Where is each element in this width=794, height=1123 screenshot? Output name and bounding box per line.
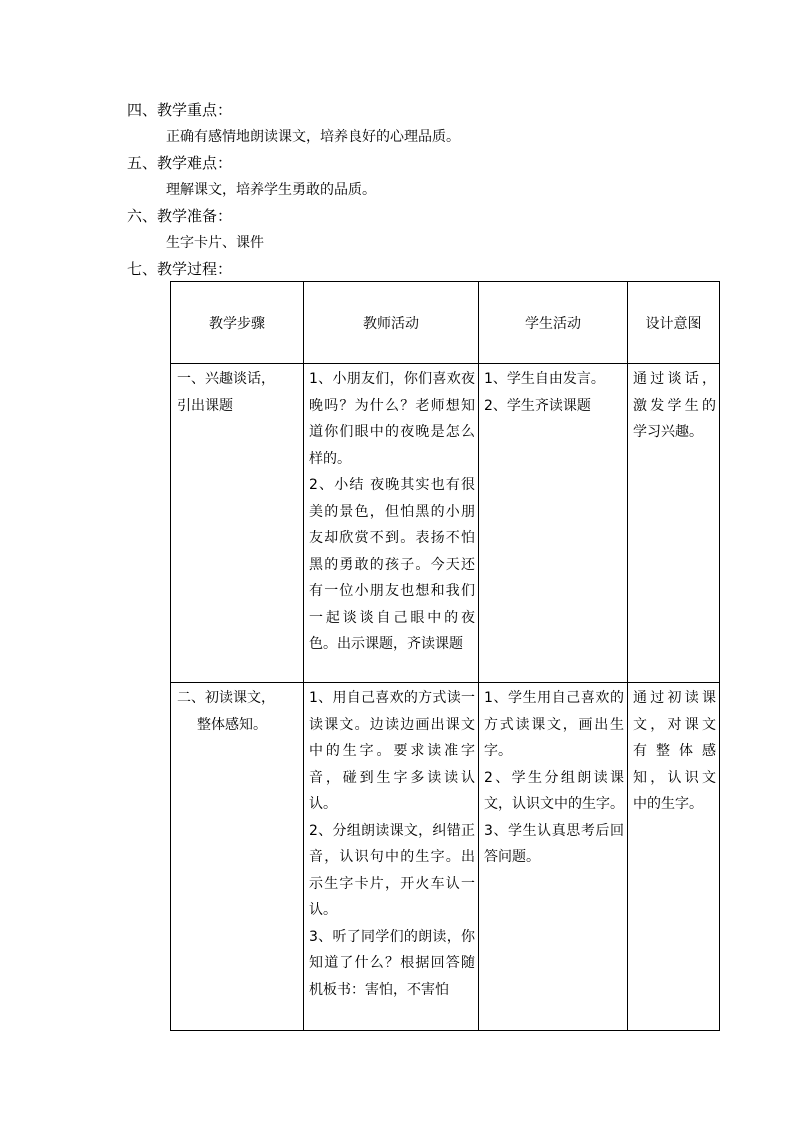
section-key-points-heading: 四、教学重点： xyxy=(127,101,233,119)
teacher-activity-item: 1、用自己喜欢的方式读一读课文。边读边画出课文中的生字。要求读准字音，碰到生字多读读认认。 xyxy=(309,690,475,812)
table-row xyxy=(171,364,720,683)
design-intent-cell xyxy=(628,683,720,1031)
header-student-activity: 学生活动 xyxy=(479,282,628,364)
header-teacher-activity: 教师活动 xyxy=(304,282,479,364)
table-header-row xyxy=(171,282,720,364)
step-line: 引出课题 xyxy=(177,397,233,414)
teacher-activity-item: 1、小朋友们，你们喜欢夜晚吗？为什么？老师想知道你们眼中的夜晚是怎么样的。 xyxy=(309,371,475,467)
step-line: 二、初读课文， xyxy=(177,690,275,706)
student-activity-item: 1、学生自由发言。 xyxy=(484,371,605,387)
step-cell xyxy=(171,683,304,1031)
header-step: 教学步骤 xyxy=(171,282,304,364)
header-design-intent: 设计意图 xyxy=(628,282,720,364)
section-preparation-body: 生字卡片、课件 xyxy=(166,235,264,251)
teacher-activity-cell xyxy=(304,364,479,683)
student-activity-item: 1、学生用自己喜欢的方式读课文，画出生字。 xyxy=(484,690,624,759)
section-key-points-body: 正确有感情地朗读课文，培养良好的心理品质。 xyxy=(166,129,460,145)
teacher-activity-item: 2、分组朗读课文，纠错正音，认识句中的生字。出示生字卡片，开火车认一认。 xyxy=(309,822,475,918)
section-process-heading: 七、教学过程： xyxy=(127,260,233,278)
design-intent-text: 通过初读课文，对课文有整体感知，认识文中的生字。 xyxy=(633,690,716,812)
lesson-process-table xyxy=(170,281,720,1031)
student-activity-cell xyxy=(479,683,628,1031)
section-preparation-heading: 六、教学准备： xyxy=(127,207,233,225)
design-intent-cell xyxy=(628,364,720,683)
design-intent-text: 通过谈话，激发学生的学习兴趣。 xyxy=(633,371,716,440)
teacher-activity-item: 2、小结 夜晚其实也有很美的景色，但怕黑的小朋友却欣赏不到。表扬不怕黑的勇敢的孩子。今天还有一位小朋友也想和我们一起谈谈自己眼中的夜色。出示课题，齐读课题 xyxy=(309,477,475,652)
student-activity-item: 3、学生认真思考后回答问题。 xyxy=(484,822,624,865)
student-activity-cell xyxy=(479,364,628,683)
step-cell xyxy=(171,364,304,683)
student-activity-item: 2、学生齐读课题 xyxy=(484,397,591,414)
student-activity-item: 2、学生分组朗读课文，认识文中的生字。 xyxy=(484,769,624,812)
step-line: 一、兴趣谈话， xyxy=(177,371,275,387)
teacher-activity-cell xyxy=(304,683,479,1031)
step-line: 整体感知。 xyxy=(197,716,267,733)
teacher-activity-item: 3、听了同学们的朗读，你知道了什么？根据回答随机板书：害怕，不害怕 xyxy=(309,928,475,998)
table-row xyxy=(171,683,720,1031)
section-difficulties-body: 理解课文，培养学生勇敢的品质。 xyxy=(166,182,376,198)
section-difficulties-heading: 五、教学难点： xyxy=(127,154,233,172)
